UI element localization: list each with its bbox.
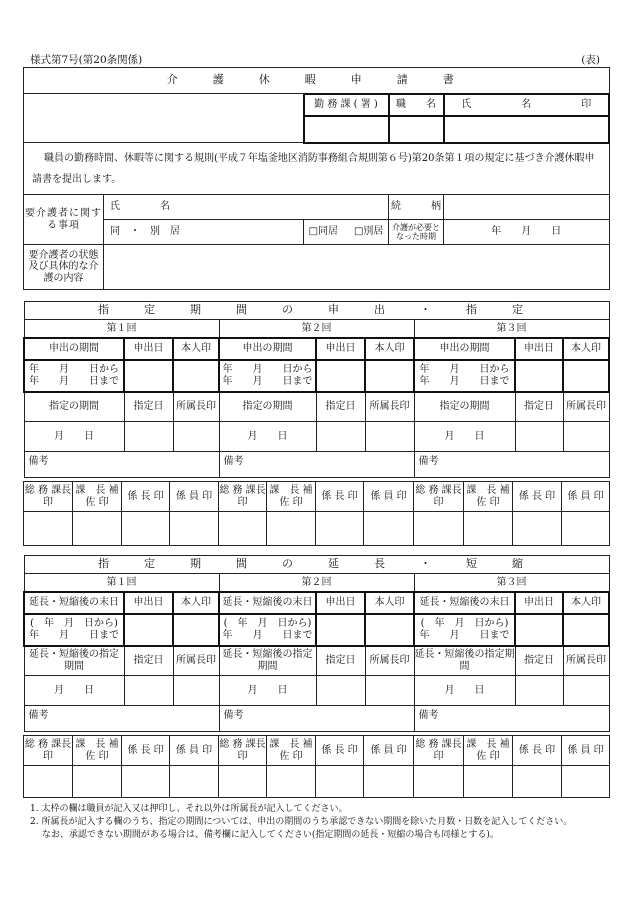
stamp-cell[interactable] xyxy=(513,512,562,546)
round-1: 第１回 xyxy=(24,320,219,338)
chief-seal-label: 所属長印 xyxy=(365,646,414,676)
req-period-label: 申出の期間 xyxy=(414,338,515,360)
general-label: 総 務 課長印 xyxy=(24,482,73,512)
round-3: 第３回 xyxy=(414,574,609,592)
kakarin-label: 係 員 印 xyxy=(562,482,610,512)
assistant-label: 課 長 補 佐 印 xyxy=(464,482,513,512)
chief-seal-label: 所属長印 xyxy=(563,392,609,422)
relation-field[interactable] xyxy=(444,195,610,220)
general-label: 総 務 課長印 xyxy=(219,736,267,766)
req-date-field[interactable] xyxy=(124,614,173,646)
req-date-label: 申出日 xyxy=(124,338,173,360)
care-matters-label: 要介護者に関する事項 xyxy=(24,195,104,245)
remarks-3[interactable]: 備考 xyxy=(414,452,609,478)
self-seal-label: 本人印 xyxy=(173,338,219,360)
end-date-label: 延長・短縮後の末日 xyxy=(219,592,316,614)
stamp-cell[interactable] xyxy=(170,512,219,546)
design-date-label: 指定日 xyxy=(316,646,365,676)
general-label: 総 務 課長印 xyxy=(414,482,464,512)
kakarin-label: 係 員 印 xyxy=(170,482,219,512)
design-date-label: 指定日 xyxy=(316,392,365,422)
kakari-label: 係 長 印 xyxy=(122,482,170,512)
assistant-label: 課 長 補 佐 印 xyxy=(267,482,316,512)
req-date-field[interactable] xyxy=(515,360,563,392)
same-checkbox[interactable]: □同居 xyxy=(308,226,339,238)
dept-field[interactable] xyxy=(304,116,389,143)
stamp-cell[interactable] xyxy=(267,512,316,546)
chief-seal-label: 所属長印 xyxy=(365,392,414,422)
chief-seal-field[interactable] xyxy=(563,422,609,452)
stamp-cell[interactable] xyxy=(170,766,219,798)
round-2: 第２回 xyxy=(219,320,414,338)
stamp-cell[interactable] xyxy=(513,766,562,798)
end-date-field[interactable]: ( 年 月 日から) 年 月 日まで xyxy=(24,614,124,646)
req-period-field[interactable]: 年 月 日から 年 月 日まで xyxy=(24,360,124,392)
stamp-cell[interactable] xyxy=(364,512,414,546)
stamp-cell[interactable] xyxy=(73,512,122,546)
ext-period-label: 延長・短縮後の指定期間 xyxy=(24,646,124,676)
note-1: 1. 太枠の欄は職員が記入又は押印し、それ以外は所属長が記入してください。 xyxy=(30,804,348,814)
dept-label: 勤 務 課 ( 署 ) xyxy=(304,94,389,116)
stamp-cell[interactable] xyxy=(267,766,316,798)
separate-checkbox[interactable]: □別居 xyxy=(353,226,384,238)
stamp-cell[interactable] xyxy=(73,766,122,798)
stamp-cell[interactable] xyxy=(464,766,513,798)
design-date-field[interactable] xyxy=(316,676,365,706)
remarks-1[interactable]: 備考 xyxy=(24,452,219,478)
design-period-field[interactable]: 月 日 xyxy=(24,422,124,452)
applicant-name-field[interactable] xyxy=(444,116,610,143)
care-name-label: 氏 名 xyxy=(104,195,304,220)
position-label: 職 名 xyxy=(389,94,444,116)
designation-title: 指 定 期 間 の 申 出 ・ 指 定 xyxy=(24,302,609,320)
design-date-field[interactable] xyxy=(316,422,365,452)
stamp-table-2 xyxy=(23,735,610,798)
form-number: 様式第7号(第20条関係) xyxy=(30,54,143,66)
stamp-cell[interactable] xyxy=(24,766,73,798)
design-period-field[interactable]: 月 日 xyxy=(219,422,316,452)
care-needed-date[interactable]: 年 月 日 xyxy=(444,220,610,245)
chief-seal-field[interactable] xyxy=(173,676,219,706)
design-period-label: 指定の期間 xyxy=(219,392,316,422)
design-date-label: 指定日 xyxy=(124,392,173,422)
relation-label: 続 柄 xyxy=(389,195,444,220)
ext-period-label: 延長・短縮後の指定期間 xyxy=(219,646,316,676)
stamp-cell[interactable] xyxy=(562,512,610,546)
design-date-field[interactable] xyxy=(124,676,173,706)
req-date-label: 申出日 xyxy=(316,592,365,614)
req-date-field[interactable] xyxy=(124,360,173,392)
round-1: 第１回 xyxy=(24,574,219,592)
stamp-cell[interactable] xyxy=(122,766,170,798)
care-name-field[interactable] xyxy=(304,195,389,220)
general-label: 総 務 課長印 xyxy=(24,736,73,766)
position-field[interactable] xyxy=(389,116,444,143)
note-3: なお、承認できない期間がある場合は、備考欄に記入してください(指定期間の延長・短縮の場合も同様とする)。 xyxy=(30,830,499,840)
self-seal-field[interactable] xyxy=(563,360,609,392)
design-period-label: 指定の期間 xyxy=(24,392,124,422)
cohabit-options[interactable] xyxy=(304,220,389,245)
general-label: 総 務 課長印 xyxy=(219,482,267,512)
remarks-2[interactable]: 備考 xyxy=(219,452,414,478)
kakarin-label: 係 員 印 xyxy=(170,736,219,766)
design-date-field[interactable] xyxy=(515,676,563,706)
kakari-label: 係 長 印 xyxy=(316,482,364,512)
chief-seal-field[interactable] xyxy=(563,676,609,706)
req-date-label: 申出日 xyxy=(515,592,563,614)
req-period-label: 申出の期間 xyxy=(24,338,124,360)
self-seal-field[interactable] xyxy=(173,614,219,646)
end-date-field[interactable]: ( 年 月 日から) 年 月 日まで xyxy=(219,614,316,646)
stamp-cell[interactable] xyxy=(316,766,364,798)
general-label: 総 務 課長印 xyxy=(414,736,464,766)
round-2: 第２回 xyxy=(219,574,414,592)
extension-table xyxy=(23,555,610,732)
remarks-1[interactable]: 備考 xyxy=(24,706,219,732)
design-period-field[interactable]: 月 日 xyxy=(414,422,515,452)
self-seal-field[interactable] xyxy=(173,360,219,392)
ext-period-field[interactable]: 月 日 xyxy=(414,676,515,706)
req-date-field[interactable] xyxy=(316,360,365,392)
kakarin-label: 係 員 印 xyxy=(364,482,414,512)
chief-seal-label: 所属長印 xyxy=(173,392,219,422)
design-date-label: 指定日 xyxy=(124,646,173,676)
self-seal-label: 本人印 xyxy=(365,338,414,360)
applicant-name-label: 氏 名 印 xyxy=(444,94,610,116)
care-needed-time-label: 介護が必要となった時期 xyxy=(389,220,444,245)
req-period-label: 申出の期間 xyxy=(219,338,316,360)
ext-period-label: 延長・短縮後の指定期間 xyxy=(414,646,515,676)
kakari-label: 係 長 印 xyxy=(513,482,562,512)
stamp-cell[interactable] xyxy=(464,512,513,546)
stamp-cell[interactable] xyxy=(219,766,267,798)
end-date-label: 延長・短縮後の末日 xyxy=(24,592,124,614)
form-title: 介 護 休 暇 申 請 書 xyxy=(24,68,610,94)
front-side-label: (表) xyxy=(581,54,600,66)
assistant-label: 課 長 補 佐 印 xyxy=(267,736,316,766)
end-date-field[interactable]: ( 年 月 日から) 年 月 日まで xyxy=(414,614,515,646)
stamp-table-1 xyxy=(23,481,610,546)
chief-seal-field[interactable] xyxy=(173,422,219,452)
kakarin-label: 係 員 印 xyxy=(364,736,414,766)
design-date-label: 指定日 xyxy=(515,392,563,422)
cohabit-label: 同 ・ 別 居 xyxy=(104,220,304,245)
kakari-label: 係 長 印 xyxy=(513,736,562,766)
chief-seal-label: 所属長印 xyxy=(173,646,219,676)
chief-seal-field[interactable] xyxy=(365,676,414,706)
self-seal-label: 本人印 xyxy=(563,338,609,360)
intro-text: 職員の勤務時間、休暇等に関する規則(平成７年塩釜地区消防事務組合規則第６号)第20条第１項の規定に基づき介護休暇申請書を提出します。 xyxy=(24,143,610,195)
stamp-cell[interactable] xyxy=(562,766,610,798)
extension-title: 指 定 期 間 の 延 長 ・ 短 縮 xyxy=(24,556,609,574)
design-date-label: 指定日 xyxy=(515,646,563,676)
remarks-3[interactable]: 備考 xyxy=(414,706,609,732)
req-period-field[interactable]: 年 月 日から 年 月 日まで xyxy=(219,360,316,392)
care-state-field[interactable] xyxy=(104,245,610,290)
req-period-field[interactable]: 年 月 日から 年 月 日まで xyxy=(414,360,515,392)
stamp-cell[interactable] xyxy=(24,512,73,546)
chief-seal-field[interactable] xyxy=(365,422,414,452)
stamp-cell[interactable] xyxy=(219,512,267,546)
assistant-label: 課 長 補 佐 印 xyxy=(464,736,513,766)
application-table xyxy=(23,67,610,290)
assistant-label: 課 長 補 佐 印 xyxy=(73,482,122,512)
req-date-label: 申出日 xyxy=(124,592,173,614)
self-seal-label: 本人印 xyxy=(365,592,414,614)
notes xyxy=(30,803,610,842)
self-seal-field[interactable] xyxy=(365,614,414,646)
self-seal-label: 本人印 xyxy=(173,592,219,614)
stamp-cell[interactable] xyxy=(364,766,414,798)
req-date-field[interactable] xyxy=(515,614,563,646)
self-seal-label: 本人印 xyxy=(563,592,609,614)
self-seal-field[interactable] xyxy=(365,360,414,392)
stamp-cell[interactable] xyxy=(414,512,464,546)
round-3: 第３回 xyxy=(414,320,609,338)
req-date-label: 申出日 xyxy=(316,338,365,360)
remarks-2[interactable]: 備考 xyxy=(219,706,414,732)
design-date-field[interactable] xyxy=(124,422,173,452)
stamp-cell[interactable] xyxy=(316,512,364,546)
designation-table xyxy=(23,301,610,478)
design-period-label: 指定の期間 xyxy=(414,392,515,422)
note-2: 2. 所属長が記入する欄のうち、指定の期間については、申出の期間のうち承認できない期間を除いた月数・日数を記入してください。 xyxy=(30,817,573,827)
chief-seal-label: 所属長印 xyxy=(563,646,609,676)
design-date-field[interactable] xyxy=(515,422,563,452)
end-date-label: 延長・短縮後の末日 xyxy=(414,592,515,614)
self-seal-field[interactable] xyxy=(563,614,609,646)
kakarin-label: 係 員 印 xyxy=(562,736,610,766)
req-date-label: 申出日 xyxy=(515,338,563,360)
ext-period-field[interactable]: 月 日 xyxy=(24,676,124,706)
kakari-label: 係 長 印 xyxy=(316,736,364,766)
care-state-label: 要介護者の状態及び具体的な介護の内容 xyxy=(24,245,104,290)
stamp-cell[interactable] xyxy=(122,512,170,546)
ext-period-field[interactable]: 月 日 xyxy=(219,676,316,706)
assistant-label: 課 長 補 佐 印 xyxy=(73,736,122,766)
stamp-cell[interactable] xyxy=(414,766,464,798)
kakari-label: 係 長 印 xyxy=(122,736,170,766)
req-date-field[interactable] xyxy=(316,614,365,646)
